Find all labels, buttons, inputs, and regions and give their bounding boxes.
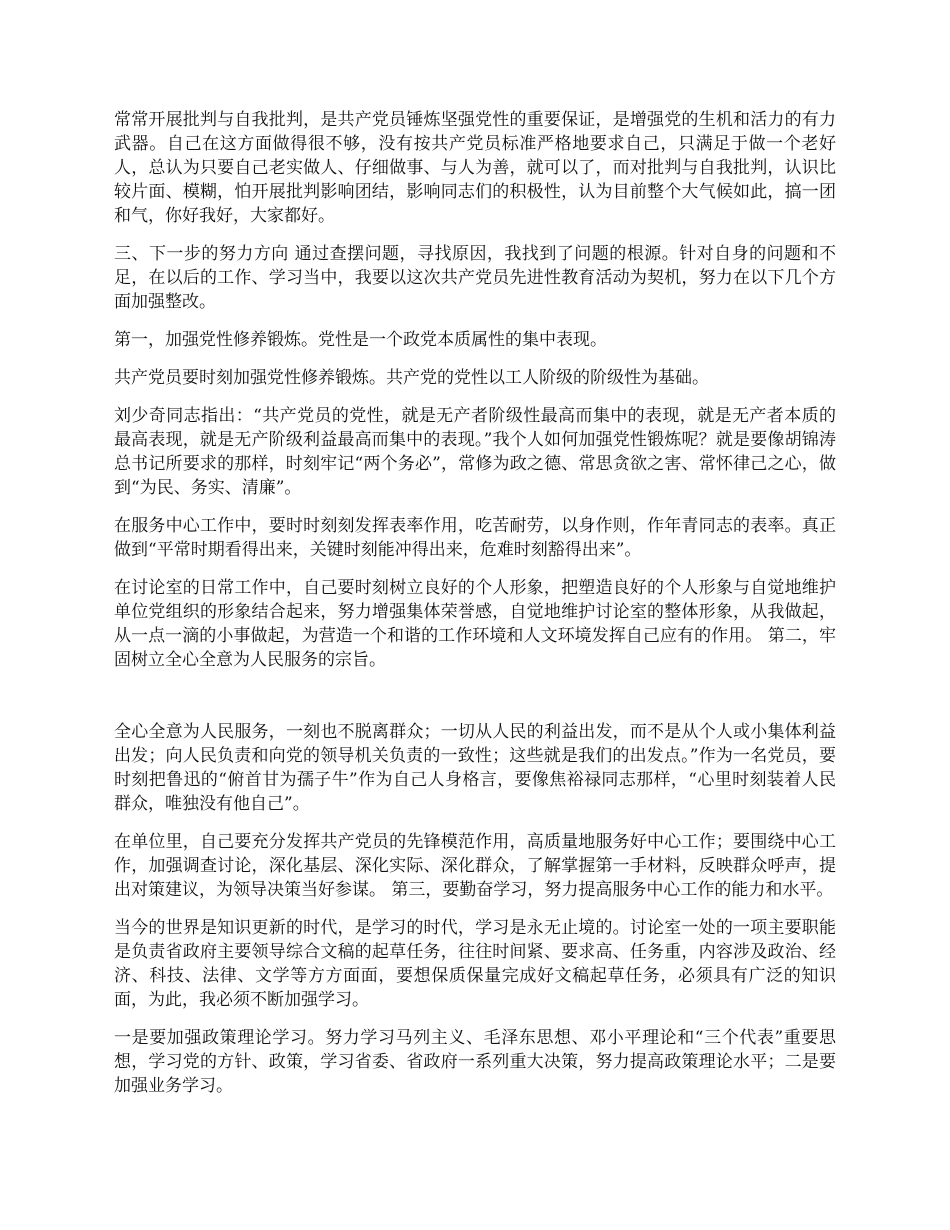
paragraph-personal-image: 在讨论室的日常工作中，自己要时刻树立良好的个人形象，把塑造良好的个人形象与自觉地维护单位党组织的形象结合起来，努力增强集体荣誉感，自觉地维护讨论室的整体形象，从我做起，从一点一滴的小事做起，为营造一个和谐的工作环境和人文环境发挥自己应有的作用。 第二，牢固树立全心全意为人民服务的宗旨。 [114,578,836,670]
paragraph-liu-shaoqi-quote: 刘少奇同志指出：“共产党员的党性，就是无产者阶级性最高而集中的表现，就是无产者本质的最高表现，就是无产阶级利益最高而集中的表现。”我个人如何加强党性锻炼呢？就是要像胡锦涛总书记所要求的那样，时刻牢记“两个务必”，常修为政之德、常思贪欲之害、常怀律己之心，做到“为民、务实、清廉”。 [114,406,836,498]
paragraph-first-point: 第一，加强党性修养锻炼。党性是一个政党本质属性的集中表现。 [114,330,607,350]
document-body [114,108,836,1112]
paragraph-serve-people: 全心全意为人民服务，一刻也不脱离群众；一切从人民的利益出发，而不是从个人或小集体利益出发；向人民负责和向党的领导机关负责的一致性；这些就是我们的出发点。”作为一名党员，要时刻把鲁迅的“俯首甘为孺子牛”作为自己人身格言，要像焦裕禄同志那样，“心里时刻装着人民群众，唯独没有他自己”。 [114,722,836,814]
paragraph-vanguard-role: 在单位里，自己要充分发挥共产党员的先锋模范作用，高质量地服务好中心工作；要围绕中心工作，加强调查讨论，深化基层、深化实际、深化群众，了解掌握第一手材料，反映群众呼声，提出对策建议，为领导决策当好参谋。 第三，要勤奋学习，努力提高服务中心工作的能力和水平。 [114,832,836,900]
paragraph-criticism: 常常开展批判与自我批判，是共产党员锤炼坚强党性的重要保证，是增强党的生机和活力的有力武器。自己在这方面做得很不够，没有按共产党员标准严格地要求自己，只满足于做一个老好人，总认为只要自己老实做人、仔细做事、与人为善，就可以了，而对批判与自我批判，认识比较片面、模糊，怕开展批判影响团结，影响同志们的积极性，认为目前整个大气候如此，搞一团和气，你好我好，大家都好。 [114,110,836,226]
paragraph-party-spirit: 共产党员要时刻加强党性修养锻炼。共产党的党性以工人阶级的阶级性为基础。 [114,368,709,388]
paragraph-next-direction: 三、下一步的努力方向 通过查摆问题，寻找原因，我找到了问题的根源。针对自身的问题和不足，在以后的工作、学习当中，我要以这次共产党员先进性教育活动为契机，努力在以下几个方面加强整改。 [114,244,836,312]
paragraph-exemplary-role: 在服务中心工作中，要时时刻刻发挥表率作用，吃苦耐劳，以身作则，作年青同志的表率。真正做到“平常时期看得出来，关键时刻能冲得出来，危难时刻豁得出来”。 [114,516,836,560]
paragraph-learning-era: 当今的世界是知识更新的时代，是学习的时代，学习是永无止境的。讨论室一处的一项主要职能是负责省政府主要领导综合文稿的起草任务，往往时间紧、要求高、任务重，内容涉及政治、经济、科技、法律、文学等方方面面，要想保质保量完成好文稿起草任务，必须具有广泛的知识面，为此，我必须不断加强学习。 [114,918,836,1010]
paragraph-policy-study: 一是要加强政策理论学习。努力学习马列主义、毛泽东思想、邓小平理论和“三个代表”重要思想，学习党的方针、政策，学习省委、省政府一系列重大决策，努力提高政策理论水平；二是要加强业务学习。 [114,1028,836,1096]
